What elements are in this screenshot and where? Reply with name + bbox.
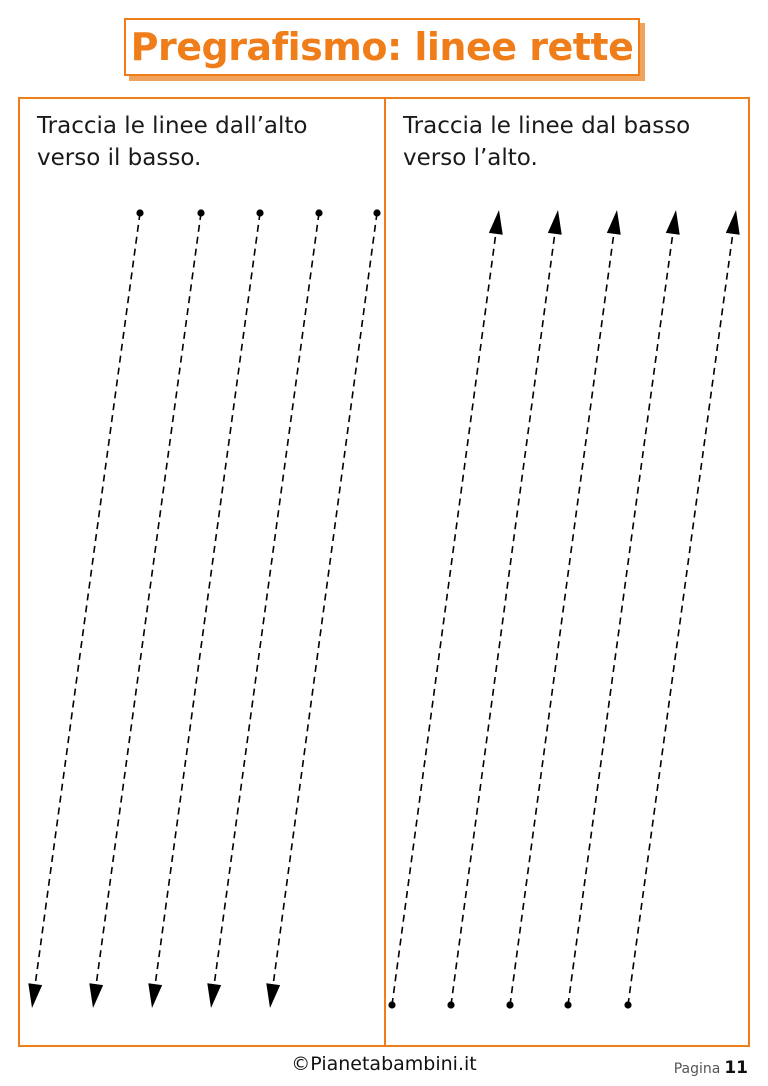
left-tracing-line-4	[207, 209, 322, 1008]
start-dot	[197, 209, 204, 216]
arrow-head	[207, 983, 221, 1008]
left-tracing-line-5	[266, 209, 380, 1008]
start-dot	[136, 209, 143, 216]
arrow-head	[266, 983, 280, 1008]
arrow-head	[607, 210, 621, 235]
page-number: 11	[724, 1058, 748, 1078]
left-instruction: Traccia le linee dall’alto verso il basso.	[37, 113, 308, 171]
page-label: Pagina	[673, 1061, 721, 1077]
right-tracing-line-5	[624, 210, 739, 1009]
right-tracing-line-2	[447, 210, 561, 1009]
footer-site: ©Pianetabambini.it	[291, 1053, 477, 1075]
left-tracing-line-3	[148, 209, 263, 1008]
start-dot	[315, 209, 322, 216]
start-dot	[388, 1001, 395, 1008]
start-dot	[447, 1001, 454, 1008]
right-tracing-line-4	[564, 210, 679, 1009]
dashed-path	[568, 232, 673, 1005]
dashed-path	[273, 213, 377, 986]
right-tracing-line-1	[388, 210, 502, 1009]
dashed-path	[35, 213, 140, 986]
arrow-head	[726, 210, 740, 235]
dashed-path	[155, 213, 260, 986]
page-indicator	[674, 1058, 748, 1078]
left-tracing-line-1	[28, 209, 143, 1008]
arrow-head	[89, 983, 103, 1008]
dashed-path	[510, 232, 614, 1005]
arrow-head	[666, 210, 680, 235]
arrow-head	[489, 210, 503, 235]
start-dot	[506, 1001, 513, 1008]
arrow-head	[28, 983, 42, 1008]
arrow-head	[548, 210, 562, 235]
dashed-path	[96, 213, 201, 986]
dashed-path	[451, 232, 555, 1005]
start-dot	[564, 1001, 571, 1008]
start-dot	[624, 1001, 631, 1008]
start-dot	[373, 209, 380, 216]
start-dot	[256, 209, 263, 216]
left-tracing-line-2	[89, 209, 204, 1008]
left-panel-lines	[28, 209, 380, 1008]
page-title: Pregrafismo: linee rette	[130, 25, 634, 69]
dashed-path	[628, 232, 733, 1005]
dashed-path	[392, 232, 496, 1005]
right-instruction: Traccia le linee dal basso verso l’alto.	[403, 113, 691, 171]
arrow-head	[148, 983, 162, 1008]
right-tracing-line-3	[506, 210, 620, 1009]
right-panel-lines	[388, 210, 739, 1009]
dashed-path	[214, 213, 319, 986]
